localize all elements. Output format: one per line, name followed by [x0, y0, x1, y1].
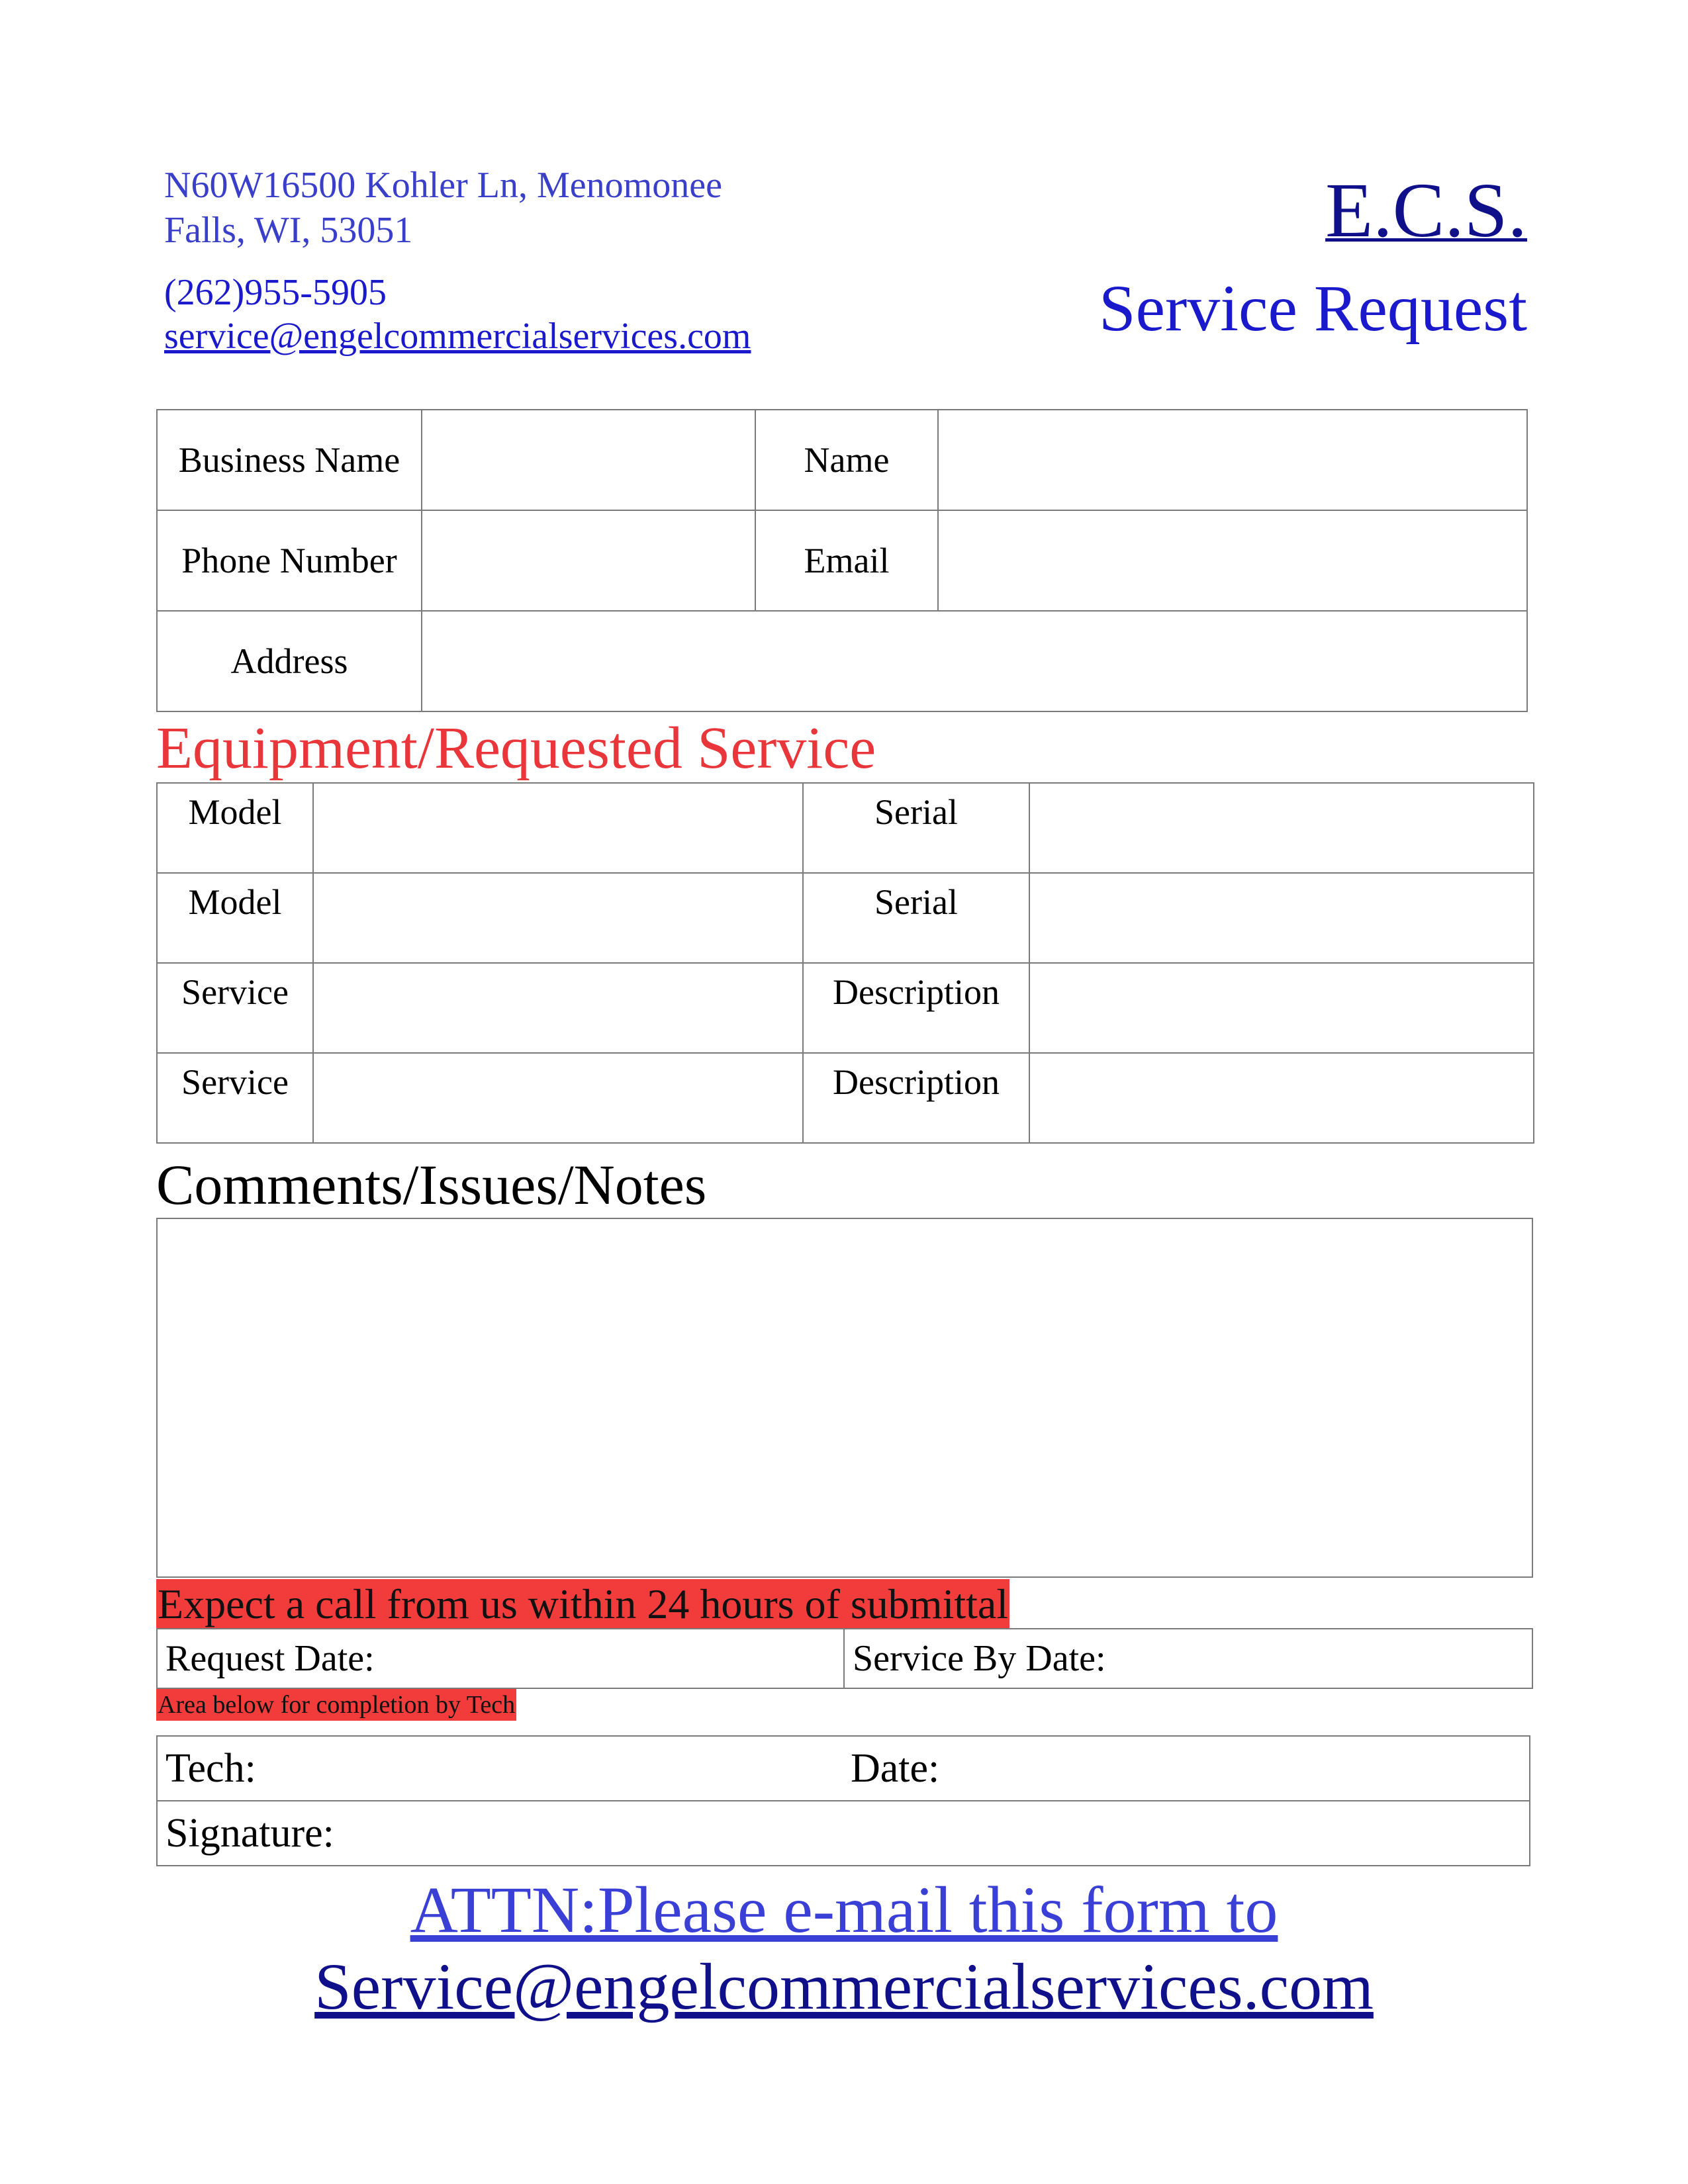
tech-date-field[interactable] [843, 1736, 1530, 1801]
equipment-section-heading: Equipment/Requested Service [156, 715, 876, 781]
email-label: Email [755, 510, 938, 611]
company-email-link[interactable]: service@engelcommercialservices.com [164, 316, 751, 357]
service-by-date-field[interactable] [844, 1629, 1532, 1688]
table-row [157, 783, 1534, 873]
table-row [157, 873, 1534, 963]
service-label: Service [157, 1053, 313, 1143]
table-row [157, 1629, 1532, 1688]
tech-label: Tech: [165, 1745, 256, 1791]
serial-field[interactable] [1029, 873, 1534, 963]
dates-table [156, 1628, 1533, 1689]
table-row [157, 510, 1527, 611]
name-field[interactable] [938, 410, 1527, 510]
business-name-label: Business Name [157, 410, 422, 510]
callout-banner: Expect a call from us within 24 hours of submittal [156, 1579, 1009, 1629]
tech-completion-table [156, 1735, 1530, 1866]
notes-section-heading: Comments/Issues/Notes [156, 1153, 707, 1216]
notes-textarea[interactable] [156, 1218, 1533, 1578]
table-row [157, 410, 1527, 510]
address-label: Address [157, 611, 422, 711]
model-field[interactable] [313, 873, 803, 963]
table-row [157, 963, 1534, 1053]
model-field[interactable] [313, 783, 803, 873]
description-field[interactable] [1029, 963, 1534, 1053]
tech-date-label: Date: [851, 1745, 940, 1791]
address-line-1: N60W16500 Kohler Ln, Menomonee [164, 165, 722, 206]
request-date-field[interactable] [157, 1629, 844, 1688]
table-row [157, 1053, 1534, 1143]
customer-info-table [156, 409, 1528, 712]
equipment-table [156, 782, 1534, 1144]
footer-email [0, 1948, 1688, 2025]
business-name-field[interactable] [422, 410, 755, 510]
company-phone: (262)955-5905 [164, 272, 387, 313]
table-row [157, 1801, 1530, 1866]
email-field[interactable] [938, 510, 1527, 611]
tech-area-note: Area below for completion by Tech [156, 1689, 516, 1721]
description-field[interactable] [1029, 1053, 1534, 1143]
tech-field[interactable] [157, 1736, 843, 1801]
address-field[interactable] [422, 611, 1527, 711]
table-row [157, 1736, 1530, 1801]
serial-label: Serial [803, 783, 1029, 873]
company-address [164, 163, 826, 253]
description-label: Description [803, 1053, 1029, 1143]
company-logo-text: E.C.S. [1325, 167, 1527, 253]
request-date-label: Request Date: [165, 1638, 375, 1679]
serial-label: Serial [803, 873, 1029, 963]
phone-number-field[interactable] [422, 510, 755, 611]
service-by-date-label: Service By Date: [853, 1638, 1106, 1679]
signature-label: Signature: [165, 1810, 334, 1856]
model-label: Model [157, 873, 313, 963]
description-label: Description [803, 963, 1029, 1053]
page-title: Service Request [1098, 271, 1527, 345]
service-label: Service [157, 963, 313, 1053]
phone-number-label: Phone Number [157, 510, 422, 611]
service-field[interactable] [313, 963, 803, 1053]
attn-instruction [0, 1872, 1688, 1948]
serial-field[interactable] [1029, 783, 1534, 873]
attn-text: ATTN:Please e-mail this form to [410, 1873, 1278, 1946]
table-row [157, 611, 1527, 711]
model-label: Model [157, 783, 313, 873]
service-field[interactable] [313, 1053, 803, 1143]
name-label: Name [755, 410, 938, 510]
footer-email-link[interactable]: Service@engelcommercialservices.com [314, 1950, 1374, 2023]
address-line-2: Falls, WI, 53051 [164, 210, 413, 251]
signature-field[interactable] [157, 1801, 1530, 1866]
